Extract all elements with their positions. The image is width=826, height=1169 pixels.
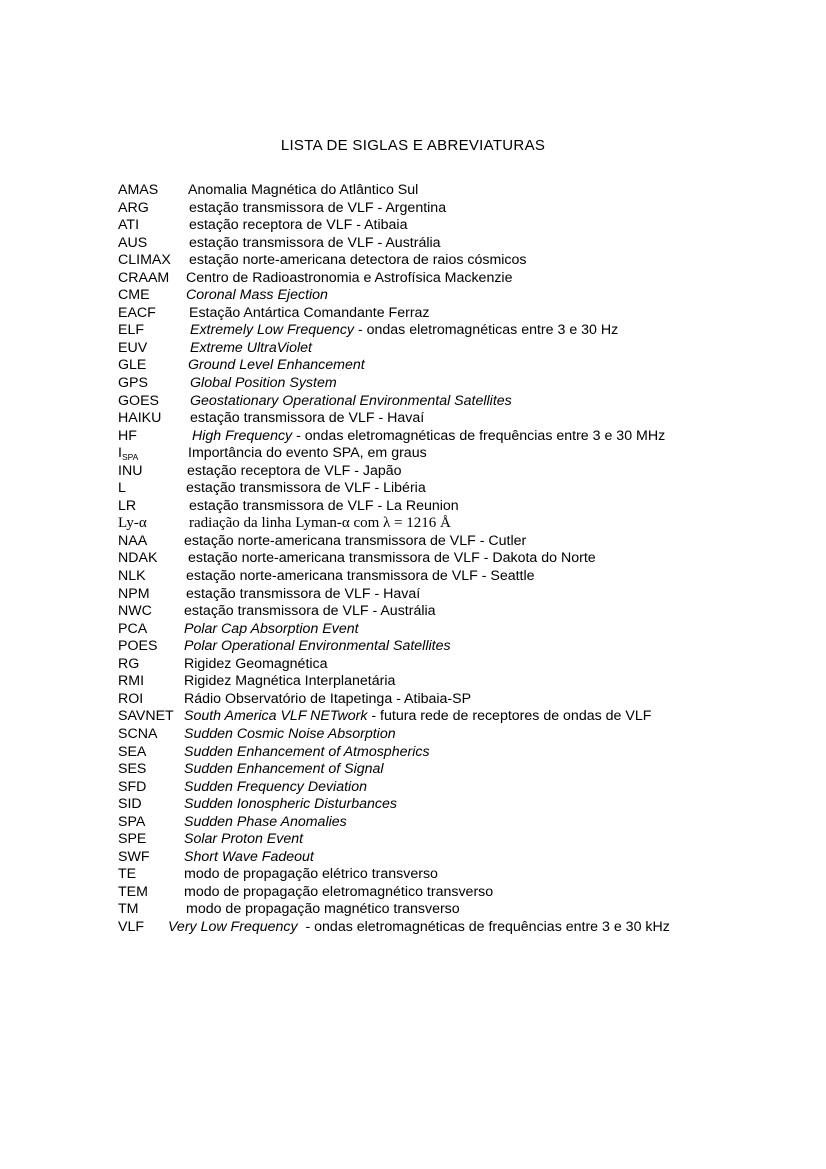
abbreviation-term: EACF [118, 304, 156, 321]
abbreviation-term: $I_{SPA}$ [118, 445, 139, 463]
abbreviation-definition: Rigidez Geomagnética [184, 655, 328, 672]
abbreviation-definition: Sudden Phase Anomalies [184, 813, 347, 830]
abbreviation-term: HAIKU [118, 410, 162, 427]
abbreviation-term: SWF [118, 848, 150, 865]
abbreviation-definition: estação transmissora de VLF - Libéria [186, 480, 426, 497]
abbreviation-definition: South America VLF NETwork - futura rede de receptores de ondas de VLF [184, 708, 652, 725]
abbreviation-term: NPM [118, 585, 150, 602]
abbreviation-definition: Sudden Ionospheric Disturbances [184, 796, 397, 813]
abbreviation-definition: estação receptora de VLF - Japão [187, 462, 402, 479]
abbreviation-definition: Polar Operational Environmental Satellites [184, 638, 451, 655]
abbreviation-term: NLK [118, 568, 146, 585]
abbreviation-term: PCA [118, 620, 148, 637]
abbreviation-term: SEA [118, 743, 147, 760]
abbreviation-definition: estação transmissora de VLF - Havaí [186, 585, 421, 602]
abbreviation-definition: Short Wave Fadeout [184, 848, 314, 865]
abbreviation-term: TE [118, 866, 137, 883]
abbreviation-definition: Sudden Cosmic Noise Absorption [184, 725, 396, 742]
abbreviation-definition: Very Low Frequency - ondas eletromagnéticas de frequências entre 3 e 30 kHz [168, 918, 670, 935]
abbreviation-term: NDAK [118, 550, 158, 567]
abbreviation-definition: modo de propagação elétrico transverso [184, 866, 438, 883]
abbreviation-term: GLE [118, 357, 147, 374]
abbreviation-definition: estação transmissora de VLF - Havaí [190, 410, 425, 427]
abbreviation-definition: Polar Cap Absorption Event [184, 620, 359, 637]
abbreviation-term: TM [118, 901, 139, 918]
abbreviation-definition: estação receptora de VLF - Atibaia [189, 217, 408, 234]
abbreviation-term: SES [118, 761, 147, 778]
abbreviation-term: SID [118, 796, 142, 813]
abbreviation-definition: Estação Antártica Comandante Ferraz [189, 304, 430, 321]
abbreviation-definition: estação transmissora de VLF - Austrália [184, 603, 436, 620]
abbreviation-definition: Sudden Frequency Deviation [184, 778, 367, 795]
abbreviation-term: RMI [118, 673, 145, 690]
abbreviation-definition: estação norte-americana detectora de raios cósmicos [189, 252, 527, 269]
abbreviation-term: GOES [118, 392, 159, 409]
abbreviation-term: NAA [118, 532, 148, 549]
abbreviation-term: L [118, 480, 126, 497]
abbreviation-definition: Extremely Low Frequency - ondas eletromagnéticas entre 3 e 30 Hz [190, 322, 619, 339]
abbreviation-definition: Anomalia Magnética do Atlântico Sul [188, 182, 419, 198]
abbreviation-term: SFD [118, 778, 147, 795]
abbreviation-term: SPE [118, 831, 147, 848]
abbreviation-term: CRAAM [118, 269, 170, 286]
abbreviation-term: CLIMAX [118, 252, 171, 269]
abbreviation-definition: estação transmissora de VLF - Austrália [189, 234, 441, 251]
abbreviation-definition: Rádio Observatório de Itapetinga - Atibaia-SP [184, 690, 472, 707]
abbreviation-definition: estação norte-americana transmissora de VLF - Seattle [186, 568, 535, 585]
abbreviation-definition: High Frequency - ondas eletromagnéticas de frequências entre 3 e 30 MHz [192, 427, 666, 444]
abbreviation-definition: Coronal Mass Ejection [186, 287, 328, 304]
abbreviation-definition: Sudden Enhancement of Signal [184, 761, 384, 778]
abbreviation-term: POES [118, 638, 158, 655]
abbreviation-term: INU [118, 462, 143, 479]
abbreviation-term: RG [118, 655, 140, 672]
abbreviation-definition: Rigidez Magnética Interplanetária [184, 673, 396, 690]
abbreviation-definition: estação transmissora de VLF - La Reunion [189, 497, 459, 514]
abbreviation-definition: Extreme UltraViolet [190, 339, 312, 356]
abbreviation-term: SCNA [118, 725, 158, 742]
abbreviation-term: HF [118, 427, 137, 444]
abbreviation-definition: modo de propagação magnético transverso [186, 901, 460, 918]
abbreviation-definition: estação transmissora de VLF - Argentina [189, 199, 447, 216]
abbreviation-definition: Geostationary Operational Environmental Satellites [190, 392, 512, 409]
abbreviation-term: SAVNET [118, 708, 174, 725]
abbreviation-term: ELF [118, 322, 145, 339]
page-title: LISTA DE SIGLAS E ABREVIATURAS [280, 137, 546, 154]
abbreviation-term: EUV [118, 339, 148, 356]
abbreviation-term: ARG [118, 199, 149, 216]
abbreviation-term: VLF [118, 918, 145, 935]
abbreviation-term: ROI [118, 690, 144, 707]
abbreviation-definition: estação norte-americana transmissora de VLF - Dakota do Norte [188, 550, 596, 567]
abbreviation-definition: Centro de Radioastronomia e Astrofísica Mackenzie [186, 269, 513, 286]
abbreviation-term: GPS [118, 375, 148, 392]
abbreviation-definition: estação norte-americana transmissora de VLF - Cutler [184, 532, 527, 549]
abbreviation-definition: Solar Proton Event [184, 831, 304, 848]
abbreviation-term: NWC [118, 603, 152, 620]
abbreviation-definition: Global Position System [190, 375, 337, 392]
abbreviation-definition: radiação da linha Lyman-α com λ = 1216 Å [189, 515, 451, 532]
abbreviation-definition: Sudden Enhancement of Atmospherics [184, 743, 430, 760]
abbreviation-definition: Ground Level Enhancement [188, 357, 365, 374]
abbreviation-term: SPA [118, 813, 146, 830]
abbreviation-term: Ly-α [118, 515, 147, 532]
abbreviation-term: AUS [118, 234, 148, 251]
abbreviation-term: CME [118, 287, 150, 304]
abbreviation-definition: modo de propagação eletromagnético transverso [184, 883, 494, 900]
abbreviation-term: ATI [118, 217, 140, 234]
abbreviation-definition: Importância do evento SPA, em graus [188, 445, 427, 462]
abbreviation-term: AMAS [118, 182, 159, 198]
abbreviation-term: LR [118, 497, 137, 514]
abbreviation-term: TEM [118, 883, 148, 900]
